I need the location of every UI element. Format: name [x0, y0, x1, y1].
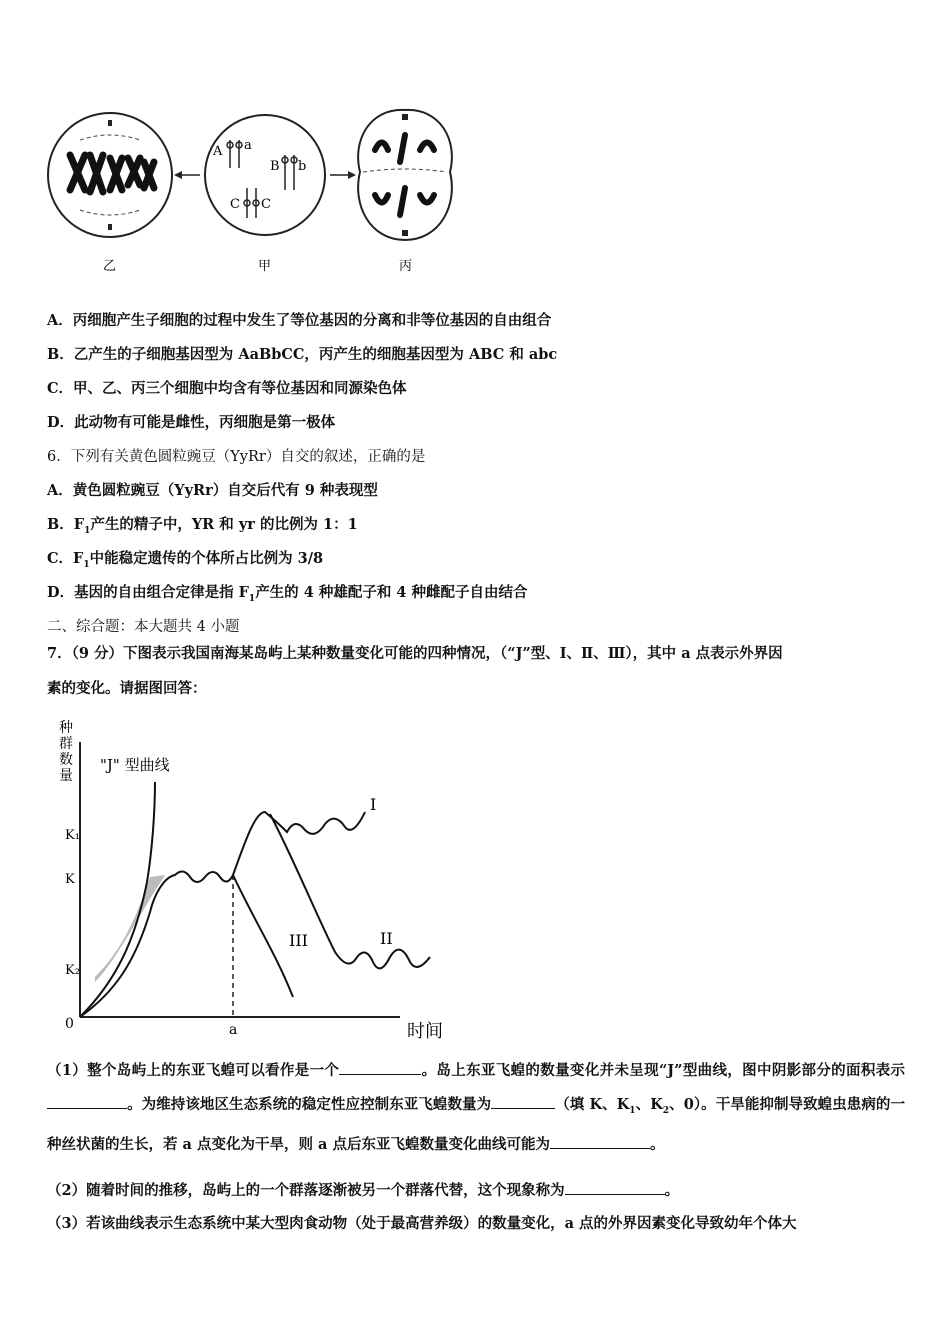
gene-b: b: [298, 159, 307, 174]
q6-stem: 6．下列有关黄色圆粒豌豆（YyRr）自交的叙述，正确的是: [47, 449, 426, 465]
s-curve: [80, 871, 233, 1017]
q5-option-c: C．甲、乙、丙三个细胞中均含有等位基因和同源染色体: [47, 380, 407, 397]
label-jia: 甲: [258, 259, 272, 274]
cell-jia: [205, 115, 325, 235]
gene-C-right: C: [261, 197, 271, 212]
tick-k2: K₂: [65, 963, 80, 978]
tick-origin: 0: [65, 1016, 74, 1032]
q6-option-b: B．$F_1$产生的精子中，YR 和 yr 的比例为 1：1: [47, 516, 358, 536]
label-II: II: [380, 929, 393, 948]
q6-option-d: D．基因的自由组合定律是指 $F_1$产生的 4 种雄配子和 4 种雌配子自由结合: [47, 584, 528, 604]
curve-III: [233, 875, 293, 997]
tick-a: a: [229, 1022, 238, 1038]
q6-option-a: A．黄色圆粒豌豆（YyRr）自交后代有 9 种表现型: [47, 482, 378, 499]
gene-A: A: [213, 144, 223, 159]
q5-option-d: D．此动物有可能是雌性，丙细胞是第一极体: [47, 414, 336, 431]
gene-a: a: [244, 138, 252, 153]
x-axis-label: 时间: [407, 1021, 443, 1042]
population-chart: [55, 712, 465, 1047]
tick-k: K: [65, 872, 75, 887]
label-I: I: [370, 795, 377, 814]
q7-stem-line2: 素的变化。请据图回答：: [47, 680, 207, 697]
curve-I: [233, 812, 365, 875]
q7-part3: （3）若该曲线表示生态系统中某大型肉食动物（处于最高营养级）的数量变化，a 点的外界因素变化导致幼年个体大: [47, 1215, 797, 1232]
label-yi: 乙: [103, 259, 117, 274]
section-heading: 二、综合题：本大题共 4 小题: [47, 619, 240, 635]
cell-bing: [358, 110, 452, 240]
label-III: III: [289, 931, 308, 950]
cell-division-figure: [40, 100, 470, 280]
label-j-curve: "J" 型曲线: [100, 756, 170, 774]
gene-B: B: [270, 159, 280, 174]
tick-k1: K₁: [65, 828, 80, 843]
q7-part1: （1）整个岛屿上的东亚飞蝗可以看作是一个 。岛上东亚飞蝗的数量变化并未呈现“J”型曲线，图中阴影部分的面积表示。为维持该地区生态系统的稳定性应控制东亚飞蝗数量为 （填 K、$K_1$、$K_2$、0）。干旱能抑制导致蝗虫患病的一种丝状菌的生长，若 a 点变化为干旱，则 a 点后东亚飞蝗数量变化曲线可能为 。: [47, 1054, 905, 1162]
label-bing: 丙: [399, 259, 413, 274]
y-axis-label: 种群数量: [59, 720, 73, 784]
cell-yi: [48, 113, 172, 237]
q5-option-b: B．乙产生的子细胞基因型为 AaBbCC，丙产生的细胞基因型为 ABC 和 abc: [47, 346, 558, 363]
q5-option-a: A．丙细胞产生子细胞的过程中发生了等位基因的分离和非等位基因的自由组合: [47, 312, 552, 329]
q7-stem-line1: 7．（9 分）下图表示我国南海某岛屿上某种数量变化可能的四种情况，（“J”型、Ⅰ、Ⅱ、Ⅲ），其中 a 点表示外界因: [47, 645, 783, 662]
q7-part2: （2）随着时间的推移，岛屿上的一个群落逐渐被另一个群落代替，这个现象称为 。: [47, 1174, 905, 1208]
q6-option-c: C．$F_1$中能稳定遗传的个体所占比例为 3/8: [47, 550, 324, 570]
gene-C-left: C: [230, 197, 240, 212]
